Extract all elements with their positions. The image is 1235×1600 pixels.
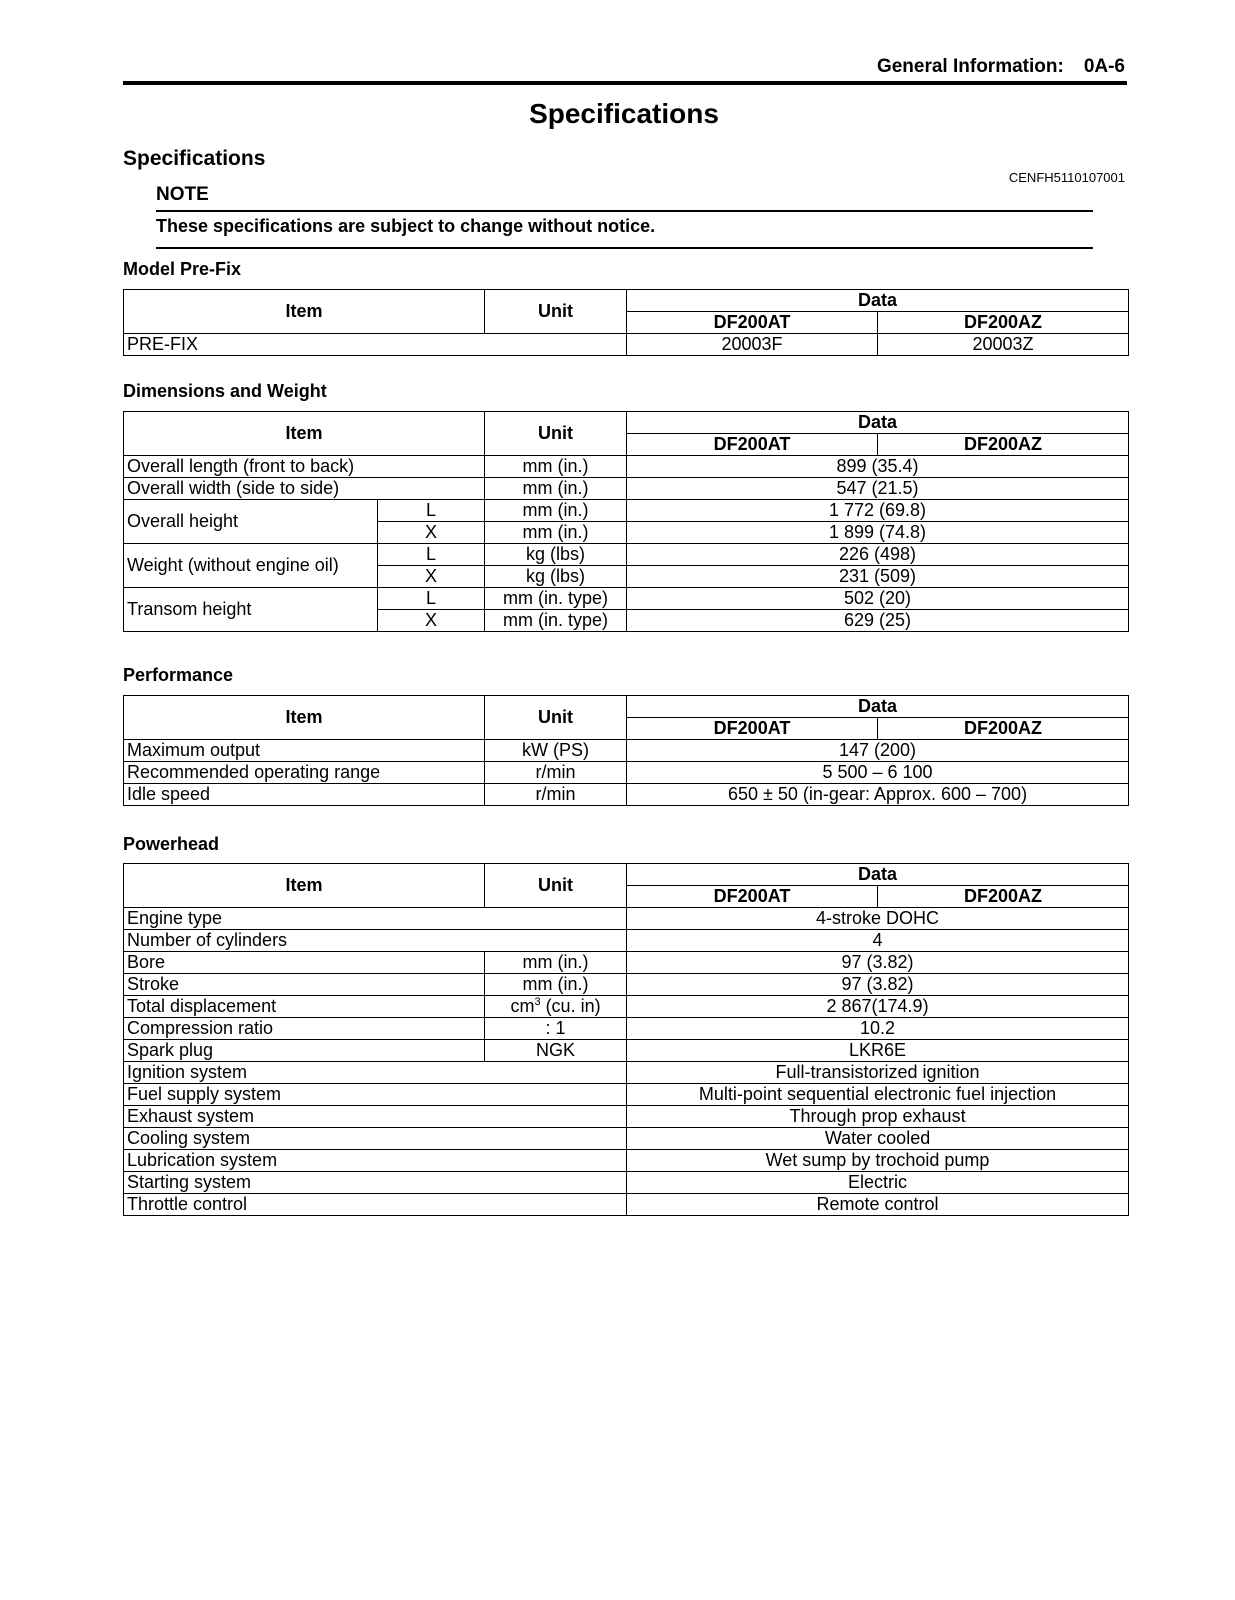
document-code: CENFH5110107001	[1008, 170, 1125, 185]
item-cell: Idle speed	[124, 784, 485, 806]
variant-cell: X	[378, 522, 485, 544]
unit-cell: mm (in.)	[485, 522, 627, 544]
table-header-row	[124, 864, 1129, 886]
unit-cell: mm (in.)	[485, 500, 627, 522]
value-cell: Remote control	[627, 1194, 1129, 1216]
value-cell: Water cooled	[627, 1128, 1129, 1150]
model-prefix-table	[123, 289, 1129, 356]
variant-cell: L	[378, 544, 485, 566]
item-cell: Bore	[124, 952, 485, 974]
value-cell: 1 899 (74.8)	[627, 522, 1129, 544]
table-row	[124, 544, 1129, 566]
unit-header: Unit	[485, 696, 627, 740]
unit-header: Unit	[485, 864, 627, 908]
item-cell: Spark plug	[124, 1040, 485, 1062]
value-cell: Wet sump by trochoid pump	[627, 1150, 1129, 1172]
item-cell: Total displacement	[124, 996, 485, 1018]
unit-base: cm	[510, 996, 535, 1016]
value-cell: Electric	[627, 1172, 1129, 1194]
header-section: General Information:	[876, 56, 1064, 77]
variant-cell: X	[378, 610, 485, 632]
value-cell: 629 (25)	[627, 610, 1129, 632]
header-page-number: 0A-6	[1083, 56, 1125, 77]
item-cell: Weight (without engine oil)	[124, 544, 378, 588]
value-cell: 547 (21.5)	[627, 478, 1129, 500]
value-cell: 899 (35.4)	[627, 456, 1129, 478]
table-row	[124, 1172, 1129, 1194]
variant-cell: X	[378, 566, 485, 588]
header-rule	[123, 81, 1127, 85]
table-row	[124, 478, 1129, 500]
value-cell: 226 (498)	[627, 544, 1129, 566]
item-cell: Engine type	[124, 908, 627, 930]
model-a-header: DF200AT	[627, 434, 878, 456]
table-row	[124, 334, 1129, 356]
item-cell: Ignition system	[124, 1062, 627, 1084]
data-header: Data	[627, 412, 1129, 434]
running-header	[877, 56, 1125, 78]
value-cell: 650 ± 50 (in-gear: Approx. 600 – 700)	[627, 784, 1129, 806]
model-a-cell: 20003F	[627, 334, 878, 356]
note-text: These specifications are subject to change without notice.	[156, 216, 656, 236]
table-row	[124, 1128, 1129, 1150]
performance-heading: Performance	[123, 665, 234, 685]
item-cell: Cooling system	[124, 1128, 627, 1150]
item-cell: Number of cylinders	[124, 930, 627, 952]
model-b-cell: 20003Z	[878, 334, 1129, 356]
section-title: Specifications	[123, 147, 266, 170]
note-top-rule	[156, 210, 1093, 212]
model-a-header: DF200AT	[627, 886, 878, 908]
unit-cell: kg (lbs)	[485, 566, 627, 588]
model-prefix-heading: Model Pre-Fix	[123, 259, 242, 279]
table-row	[124, 1018, 1129, 1040]
model-b-header: DF200AZ	[878, 886, 1129, 908]
data-header: Data	[627, 290, 1129, 312]
table-row	[124, 996, 1129, 1018]
note-label: NOTE	[156, 184, 209, 205]
item-cell: Overall height	[124, 500, 378, 544]
unit-cell: mm (in.)	[485, 974, 627, 996]
value-cell: 147 (200)	[627, 740, 1129, 762]
item-cell: Maximum output	[124, 740, 485, 762]
note-bottom-rule	[156, 247, 1093, 249]
table-row	[124, 930, 1129, 952]
table-row	[124, 952, 1129, 974]
item-cell: PRE-FIX	[124, 334, 627, 356]
unit-cell: : 1	[485, 1018, 627, 1040]
value-cell: 97 (3.82)	[627, 952, 1129, 974]
page-title: Specifications	[529, 98, 719, 129]
value-cell: Through prop exhaust	[627, 1106, 1129, 1128]
table-row	[124, 974, 1129, 996]
table-header-row	[124, 412, 1129, 434]
unit-cell: mm (in.)	[485, 456, 627, 478]
unit-cell: mm (in. type)	[485, 610, 627, 632]
value-cell: 4-stroke DOHC	[627, 908, 1129, 930]
item-cell: Fuel supply system	[124, 1084, 627, 1106]
model-b-header: DF200AZ	[878, 718, 1129, 740]
item-header: Item	[124, 864, 485, 908]
value-cell: 2 867(174.9)	[627, 996, 1129, 1018]
table-header-row	[124, 696, 1129, 718]
item-cell: Recommended operating range	[124, 762, 485, 784]
item-cell: Stroke	[124, 974, 485, 996]
table-row	[124, 1106, 1129, 1128]
data-header: Data	[627, 864, 1129, 886]
table-row	[124, 456, 1129, 478]
value-cell: 5 500 – 6 100	[627, 762, 1129, 784]
unit-cell: kg (lbs)	[485, 544, 627, 566]
value-cell: LKR6E	[627, 1040, 1129, 1062]
unit-cell: NGK	[485, 1040, 627, 1062]
value-cell: Full-transistorized ignition	[627, 1062, 1129, 1084]
table-row	[124, 588, 1129, 610]
table-row	[124, 1150, 1129, 1172]
unit-cell: r/min	[485, 784, 627, 806]
table-row	[124, 1062, 1129, 1084]
table-row	[124, 1084, 1129, 1106]
unit-header: Unit	[485, 412, 627, 456]
item-cell: Lubrication system	[124, 1150, 627, 1172]
unit-header: Unit	[485, 290, 627, 334]
table-row	[124, 784, 1129, 806]
unit-rest: (cu. in)	[540, 996, 601, 1016]
value-cell: 1 772 (69.8)	[627, 500, 1129, 522]
table-row	[124, 908, 1129, 930]
table-row	[124, 500, 1129, 522]
table-header-row	[124, 290, 1129, 312]
dimensions-heading: Dimensions and Weight	[123, 381, 327, 401]
value-cell: 502 (20)	[627, 588, 1129, 610]
data-header: Data	[627, 696, 1129, 718]
model-a-header: DF200AT	[627, 718, 878, 740]
model-b-header: DF200AZ	[878, 312, 1129, 334]
model-a-header: DF200AT	[627, 312, 878, 334]
item-cell: Starting system	[124, 1172, 627, 1194]
unit-cell: mm (in.)	[485, 952, 627, 974]
unit-cell: mm (in. type)	[485, 588, 627, 610]
item-cell: Overall width (side to side)	[124, 478, 485, 500]
value-cell: Multi-point sequential electronic fuel injection	[627, 1084, 1129, 1106]
item-header: Item	[124, 696, 485, 740]
performance-table	[123, 695, 1129, 806]
table-row	[124, 1194, 1129, 1216]
unit-superscript: 3	[534, 996, 541, 1008]
unit-cell: r/min	[485, 762, 627, 784]
item-header: Item	[124, 412, 485, 456]
table-row	[124, 1040, 1129, 1062]
dimensions-table	[123, 411, 1129, 632]
value-cell: 97 (3.82)	[627, 974, 1129, 996]
value-cell: 4	[627, 930, 1129, 952]
value-cell: 10.2	[627, 1018, 1129, 1040]
item-cell: Throttle control	[124, 1194, 627, 1216]
unit-cell: kW (PS)	[485, 740, 627, 762]
unit-cell	[485, 996, 627, 1018]
table-row	[124, 740, 1129, 762]
table-row	[124, 762, 1129, 784]
variant-cell: L	[378, 588, 485, 610]
item-cell: Exhaust system	[124, 1106, 627, 1128]
item-cell: Overall length (front to back)	[124, 456, 485, 478]
item-cell: Transom height	[124, 588, 378, 632]
model-b-header: DF200AZ	[878, 434, 1129, 456]
item-header: Item	[124, 290, 485, 334]
item-cell: Compression ratio	[124, 1018, 485, 1040]
value-cell: 231 (509)	[627, 566, 1129, 588]
unit-cell: mm (in.)	[485, 478, 627, 500]
powerhead-heading: Powerhead	[123, 834, 220, 854]
powerhead-table	[123, 863, 1129, 1216]
variant-cell: L	[378, 500, 485, 522]
